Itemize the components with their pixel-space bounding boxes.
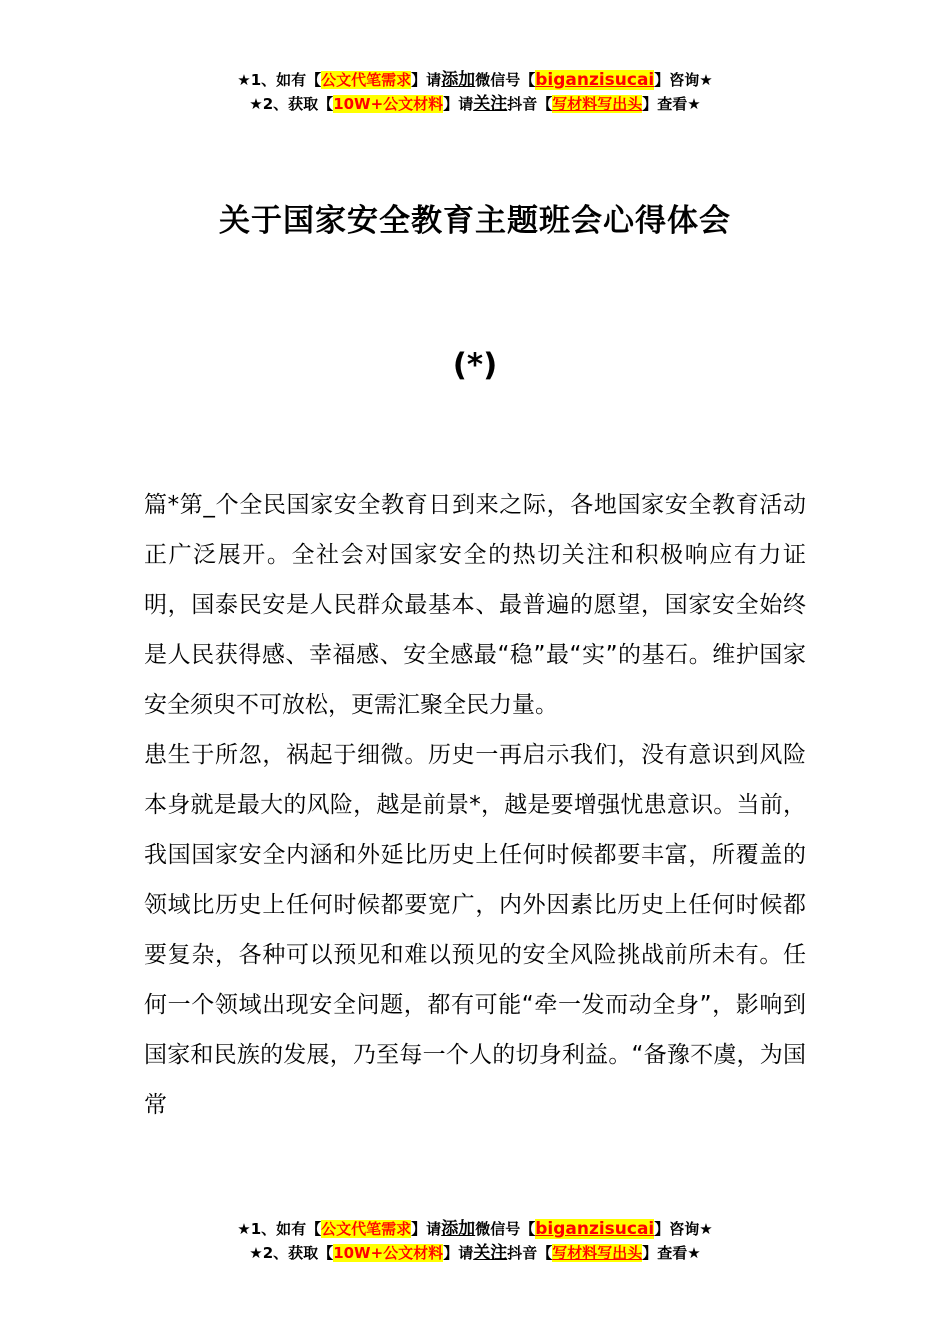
- banner-line-2: [0, 92, 950, 116]
- banner-text: 抖音【: [507, 1244, 553, 1262]
- banner-underlined: 关注: [473, 94, 508, 114]
- header-banner: [0, 68, 950, 116]
- banner-highlight: 公文代笔需求: [321, 71, 412, 89]
- banner-wechat-id: biganzisucai: [535, 70, 655, 90]
- footer-line-1: [0, 1217, 950, 1241]
- banner-highlight: 10W+公文材料: [333, 95, 444, 113]
- body-paragraph-1: 篇*第_个全民国家安全教育日到来之际，各地国家安全教育活动正广泛展开。全社会对国家安全的热切关注和积极响应有力证明，国泰民安是人民群众最基本、最普遍的愿望，国家安全始终是人民获得感、幸福感、安全感最“稳”最“实”的基石。维护国家安全须臾不可放松，更需汇聚全民力量。: [144, 492, 806, 718]
- banner-wechat-id: biganzisucai: [535, 1219, 655, 1239]
- banner-text: ★1、如有【: [237, 71, 322, 89]
- banner-text: ★1、如有【: [237, 1220, 322, 1238]
- banner-text: 微信号【: [475, 1220, 536, 1238]
- banner-text: 】查看★: [642, 95, 701, 113]
- banner-highlight: 10W+公文材料: [333, 1244, 444, 1262]
- footer-banner: [0, 1217, 950, 1265]
- banner-text: 】咨询★: [654, 71, 713, 89]
- banner-text: 微信号【: [475, 71, 536, 89]
- banner-text: 】咨询★: [654, 1220, 713, 1238]
- banner-highlight: 公文代笔需求: [321, 1220, 412, 1238]
- document-body: [144, 480, 806, 1130]
- footer-line-2: [0, 1241, 950, 1265]
- banner-douyin-id: 写材料写出头: [552, 1244, 643, 1262]
- banner-text: ★2、获取【: [249, 95, 334, 113]
- banner-line-1: [0, 68, 950, 92]
- banner-text: ★2、获取【: [249, 1244, 334, 1262]
- banner-underlined: 添加: [441, 1219, 476, 1239]
- banner-douyin-id: 写材料写出头: [552, 95, 643, 113]
- banner-text: 】请: [411, 1220, 442, 1238]
- banner-text: 抖音【: [507, 95, 553, 113]
- banner-text: 】请: [443, 95, 474, 113]
- banner-text: 】请: [411, 71, 442, 89]
- document-subtitle: (*): [452, 347, 498, 383]
- banner-text: 】查看★: [642, 1244, 701, 1262]
- body-paragraph-2: 患生于所忽，祸起于细微。历史一再启示我们，没有意识到风险本身就是最大的风险，越是前景*，越是要增强忧患意识。当前，我国国家安全内涵和外延比历史上任何时候都要丰富，所覆盖的领域比历史上任何时候都要宽广，内外因素比历史上任何时候都要复杂，各种可以预见和难以预见的安全风险挑战前所未有。任何一个领域出现安全问题，都有可能“牵一发而动全身”，影响到国家和民族的发展，乃至每一个人的切身利益。“备豫不虞，为国常: [144, 742, 806, 1118]
- document-title: 关于国家安全教育主题班会心得体会: [219, 203, 731, 239]
- banner-underlined: 添加: [441, 70, 476, 90]
- banner-underlined: 关注: [473, 1243, 508, 1263]
- banner-text: 】请: [443, 1244, 474, 1262]
